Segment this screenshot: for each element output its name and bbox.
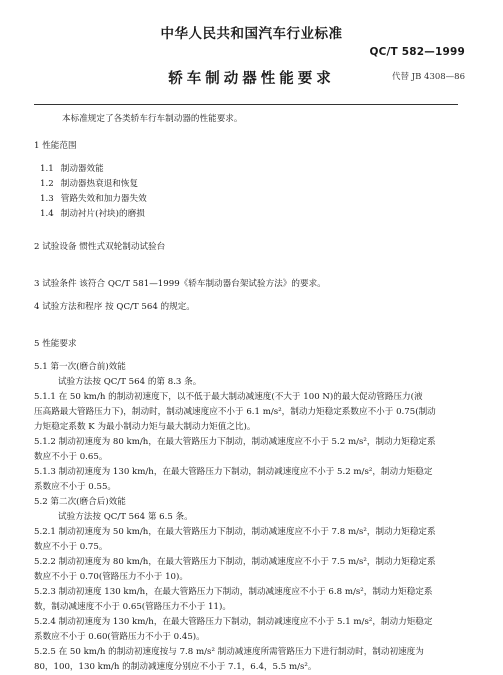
clause-5-1-2-line: 5.1.2 制动初速度为 80 km/h，在最大管路压力下制动，制动减速度应不小于 5.2 m/s²，制动力矩稳定系 [34,437,436,447]
clause-5-2-3-line: 数，制动减速度不小于 0.65(管路压力不小于 11)。 [34,602,231,612]
section-1-item [34,162,464,177]
clause-5-2: 5.2 第二次(磨合后)效能 [34,497,126,507]
clause-5-2-4-line: 5.2.4 制动初速度为 130 km/h，在最大管路压力下制动，制动减速度应不小于 5.1 m/s²，制动力矩稳定 [34,617,433,627]
clause-5-1-1-line: 力矩稳定系数 K 为最小制动力矩与最大制动力矩值之比)。 [34,422,256,432]
clause-5-2-2-line: 5.2.2 制动初速度为 80 km/h，在最大管路压力下制动，制动减速度应不小于 7.5 m/s²，制动力矩稳定系 [34,557,436,567]
standard-replaces: 代替 JB 4308—86 [391,72,465,82]
clause-5-2-1-line: 5.2.1 制动初速度为 50 km/h，在最大管路压力下制动，制动减速度应不小于 7.8 m/s²，制动力矩稳定系 [34,527,436,537]
clause-5-1-method: 试验方法按 QC/T 564 的第 8.3 条。 [58,377,202,387]
clause-5-1-1-line: 5.1.1 在 50 km/h 的制动初速度下，以不低于最大制动减速度(不大于 100 N)的最大促动管路压力(液 [34,392,423,402]
item-text: 制动衬片(衬块)的磨损 [60,209,145,219]
clause-5-2-5-line: 80，100，130 km/h 的制动减速度分别应不小于 7.1，6.4，5.5 m/s²。 [34,662,317,672]
clause-5-2-method: 试验方法按 QC/T 564 第 6.5 条。 [58,512,193,522]
clause-5-1: 5.1 第一次(磨合前)效能 [34,362,126,372]
item-number: 1.4 [40,209,54,219]
clause-5-2-5-line: 5.2.5 在 50 km/h 的制动初速度按与 7.8 m/s² 制动减速度所需管路压力下进行制动时，制动初速度为 [34,647,424,657]
standard-organization: 中华人民共和国汽车行业标准 [160,26,343,42]
section-1-item [34,192,464,207]
section-2-heading: 2 试验设备 惯性式双轮制动试验台 [34,242,166,252]
clause-5-2-4-line: 系数应不小于 0.60(管路压力不小于 0.45)。 [34,632,205,642]
clause-5-2-1-line: 数应不小于 0.75。 [34,542,108,552]
section-1-item [34,207,464,222]
clause-5-2-3-line: 5.2.3 制动初速度 130 km/h，在最大管路压力下制动，制动减速度应不小于 6.8 m/s²，制动力矩稳定系 [34,587,433,597]
document-title: 轿车制动器性能要求 [168,71,335,87]
clause-5-1-3-line: 系数应不小于 0.55。 [34,482,117,492]
document-body [34,112,464,675]
section-1-item [34,177,464,192]
item-text: 制动器效能 [60,164,104,174]
section-3-heading: 3 试验条件 该符合 QC/T 581—1999《轿车制动器台架试验方法》的要求。 [34,279,326,289]
section-1-heading: 1 性能范围 [34,141,77,151]
item-text: 制动器热衰退和恢复 [60,179,139,189]
item-number: 1.3 [40,194,54,204]
section-5-heading: 5 性能要求 [34,339,77,349]
item-number: 1.2 [40,179,54,189]
item-number: 1.1 [40,164,54,174]
section-4-heading: 4 试验方法和程序 按 QC/T 564 的规定。 [34,302,195,312]
clause-5-1-1-line: 压高路最大管路压力下)，制动时，制动减速度应不小于 6.1 m/s²，制动力矩稳定系数应不小于 0.75(制动 [34,407,436,417]
item-text: 管路失效和加力器失效 [60,194,147,204]
clause-5-1-3-line: 5.1.3 制动初速度为 130 km/h，在最大管路压力下制动，制动减速度应不小于 5.2 m/s²，制动力矩稳定 [34,467,433,477]
header-divider [34,104,458,105]
clause-5-2-2-line: 数应不小于 0.70(管路压力不小于 10)。 [34,572,188,582]
standard-code: QC/T 582—1999 [369,46,465,58]
clause-5-1-2-line: 数应不小于 0.65。 [34,452,108,462]
intro-paragraph: 本标准规定了各类轿车行车制动器的性能要求。 [62,114,243,124]
